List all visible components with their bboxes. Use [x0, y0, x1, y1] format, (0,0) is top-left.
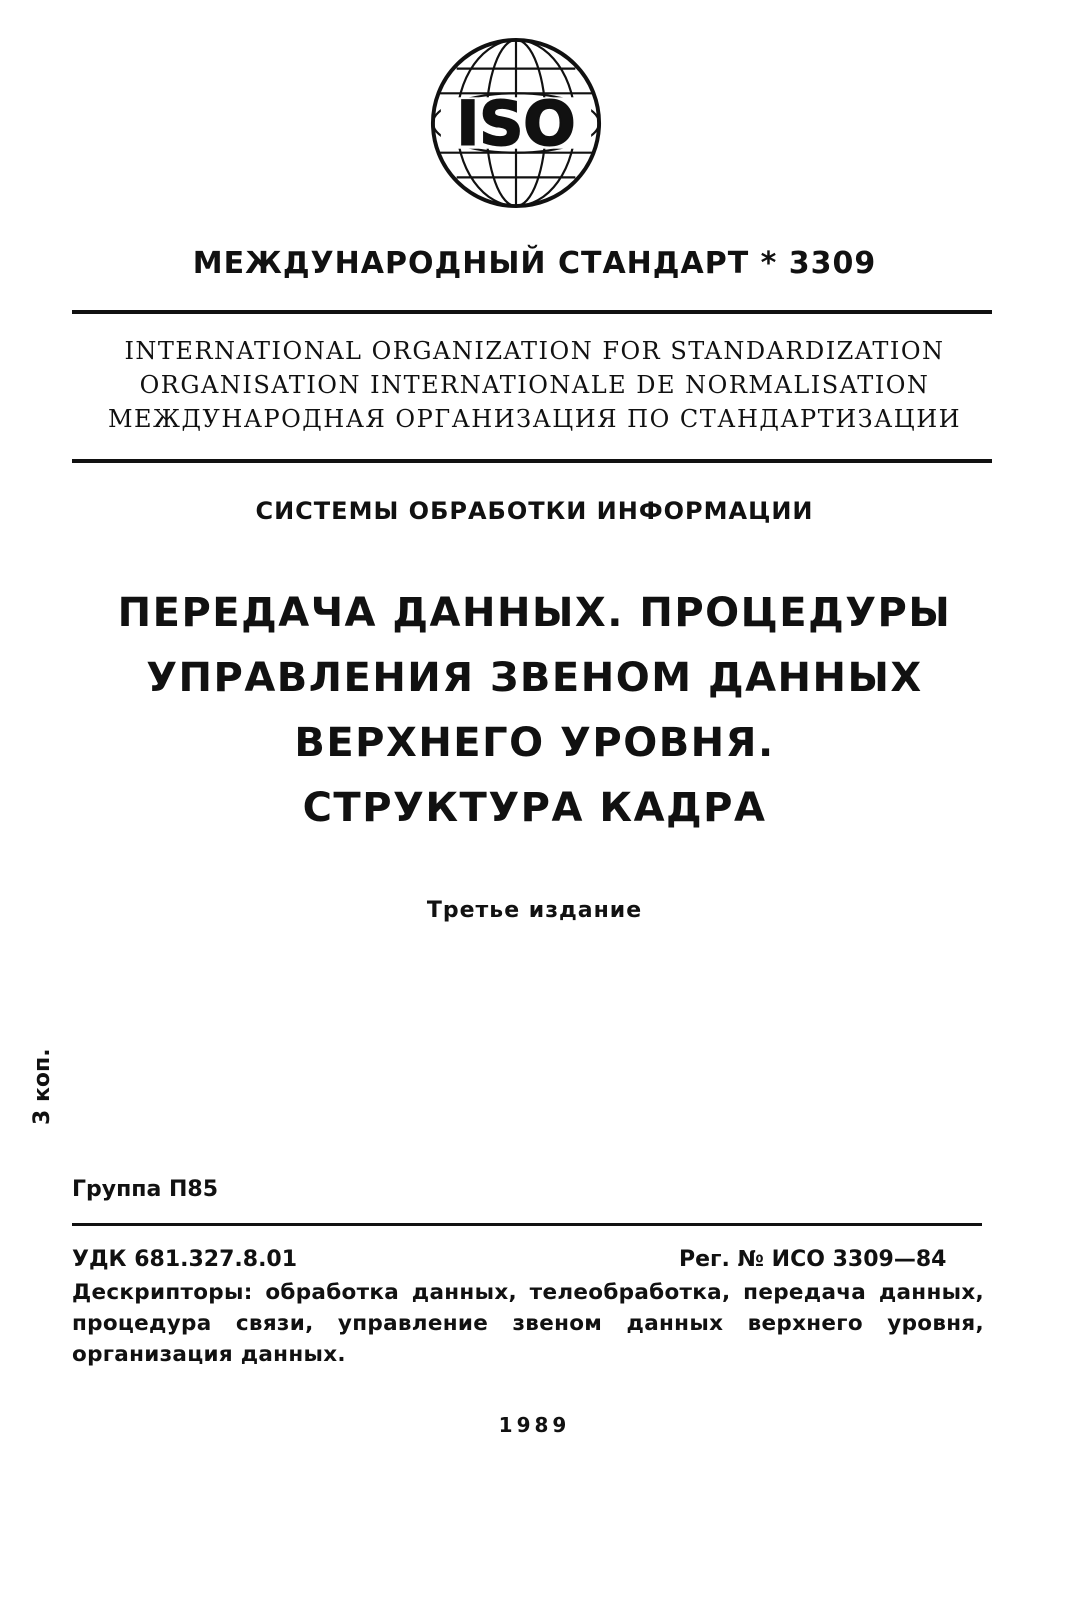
edition-label: Третье издание [426, 898, 643, 923]
document-title-line-2: УПРАВЛЕНИЯ ЗВЕНОМ ДАННЫХ [146, 655, 923, 701]
price-label: 3 коп. [30, 1048, 55, 1125]
document-title-line-3: ВЕРХНЕГО УРОВНЯ. [294, 720, 775, 766]
descriptors-text: Дескрипторы: обработка данных, телеобработка, передача данных, процедура связи, управление звеном данных верхнего уровня, организация данных. [72, 1280, 984, 1367]
group-label: Группа П85 [72, 1177, 219, 1202]
org-name-fr: ORGANISATION INTERNATIONALE DE NORMALISATION [139, 371, 930, 399]
document-title-line-4: СТРУКТУРА КАДРА [302, 785, 767, 831]
org-name-en: INTERNATIONAL ORGANIZATION FOR STANDARDIZATION [124, 337, 945, 365]
document-title-line-1: ПЕРЕДАЧА ДАННЫХ. ПРОЦЕДУРЫ [117, 590, 952, 636]
divider-bottom [72, 1223, 982, 1226]
publication-year: 1989 [498, 1413, 571, 1437]
standard-title: МЕЖДУНАРОДНЫЙ СТАНДАРТ * 3309 [192, 246, 877, 281]
iso-logo-text: ISO [456, 88, 576, 160]
udk-code: УДК 681.327.8.01 [72, 1247, 298, 1272]
divider-top [72, 310, 992, 314]
registration-number: Рег. № ИСО 3309—84 [679, 1247, 947, 1272]
series-title: СИСТЕМЫ ОБРАБОТКИ ИНФОРМАЦИИ [255, 497, 814, 525]
divider-middle [72, 459, 992, 463]
iso-logo [427, 34, 605, 212]
org-name-ru: МЕЖДУНАРОДНАЯ ОРГАНИЗАЦИЯ ПО СТАНДАРТИЗАЦИИ [107, 405, 962, 433]
